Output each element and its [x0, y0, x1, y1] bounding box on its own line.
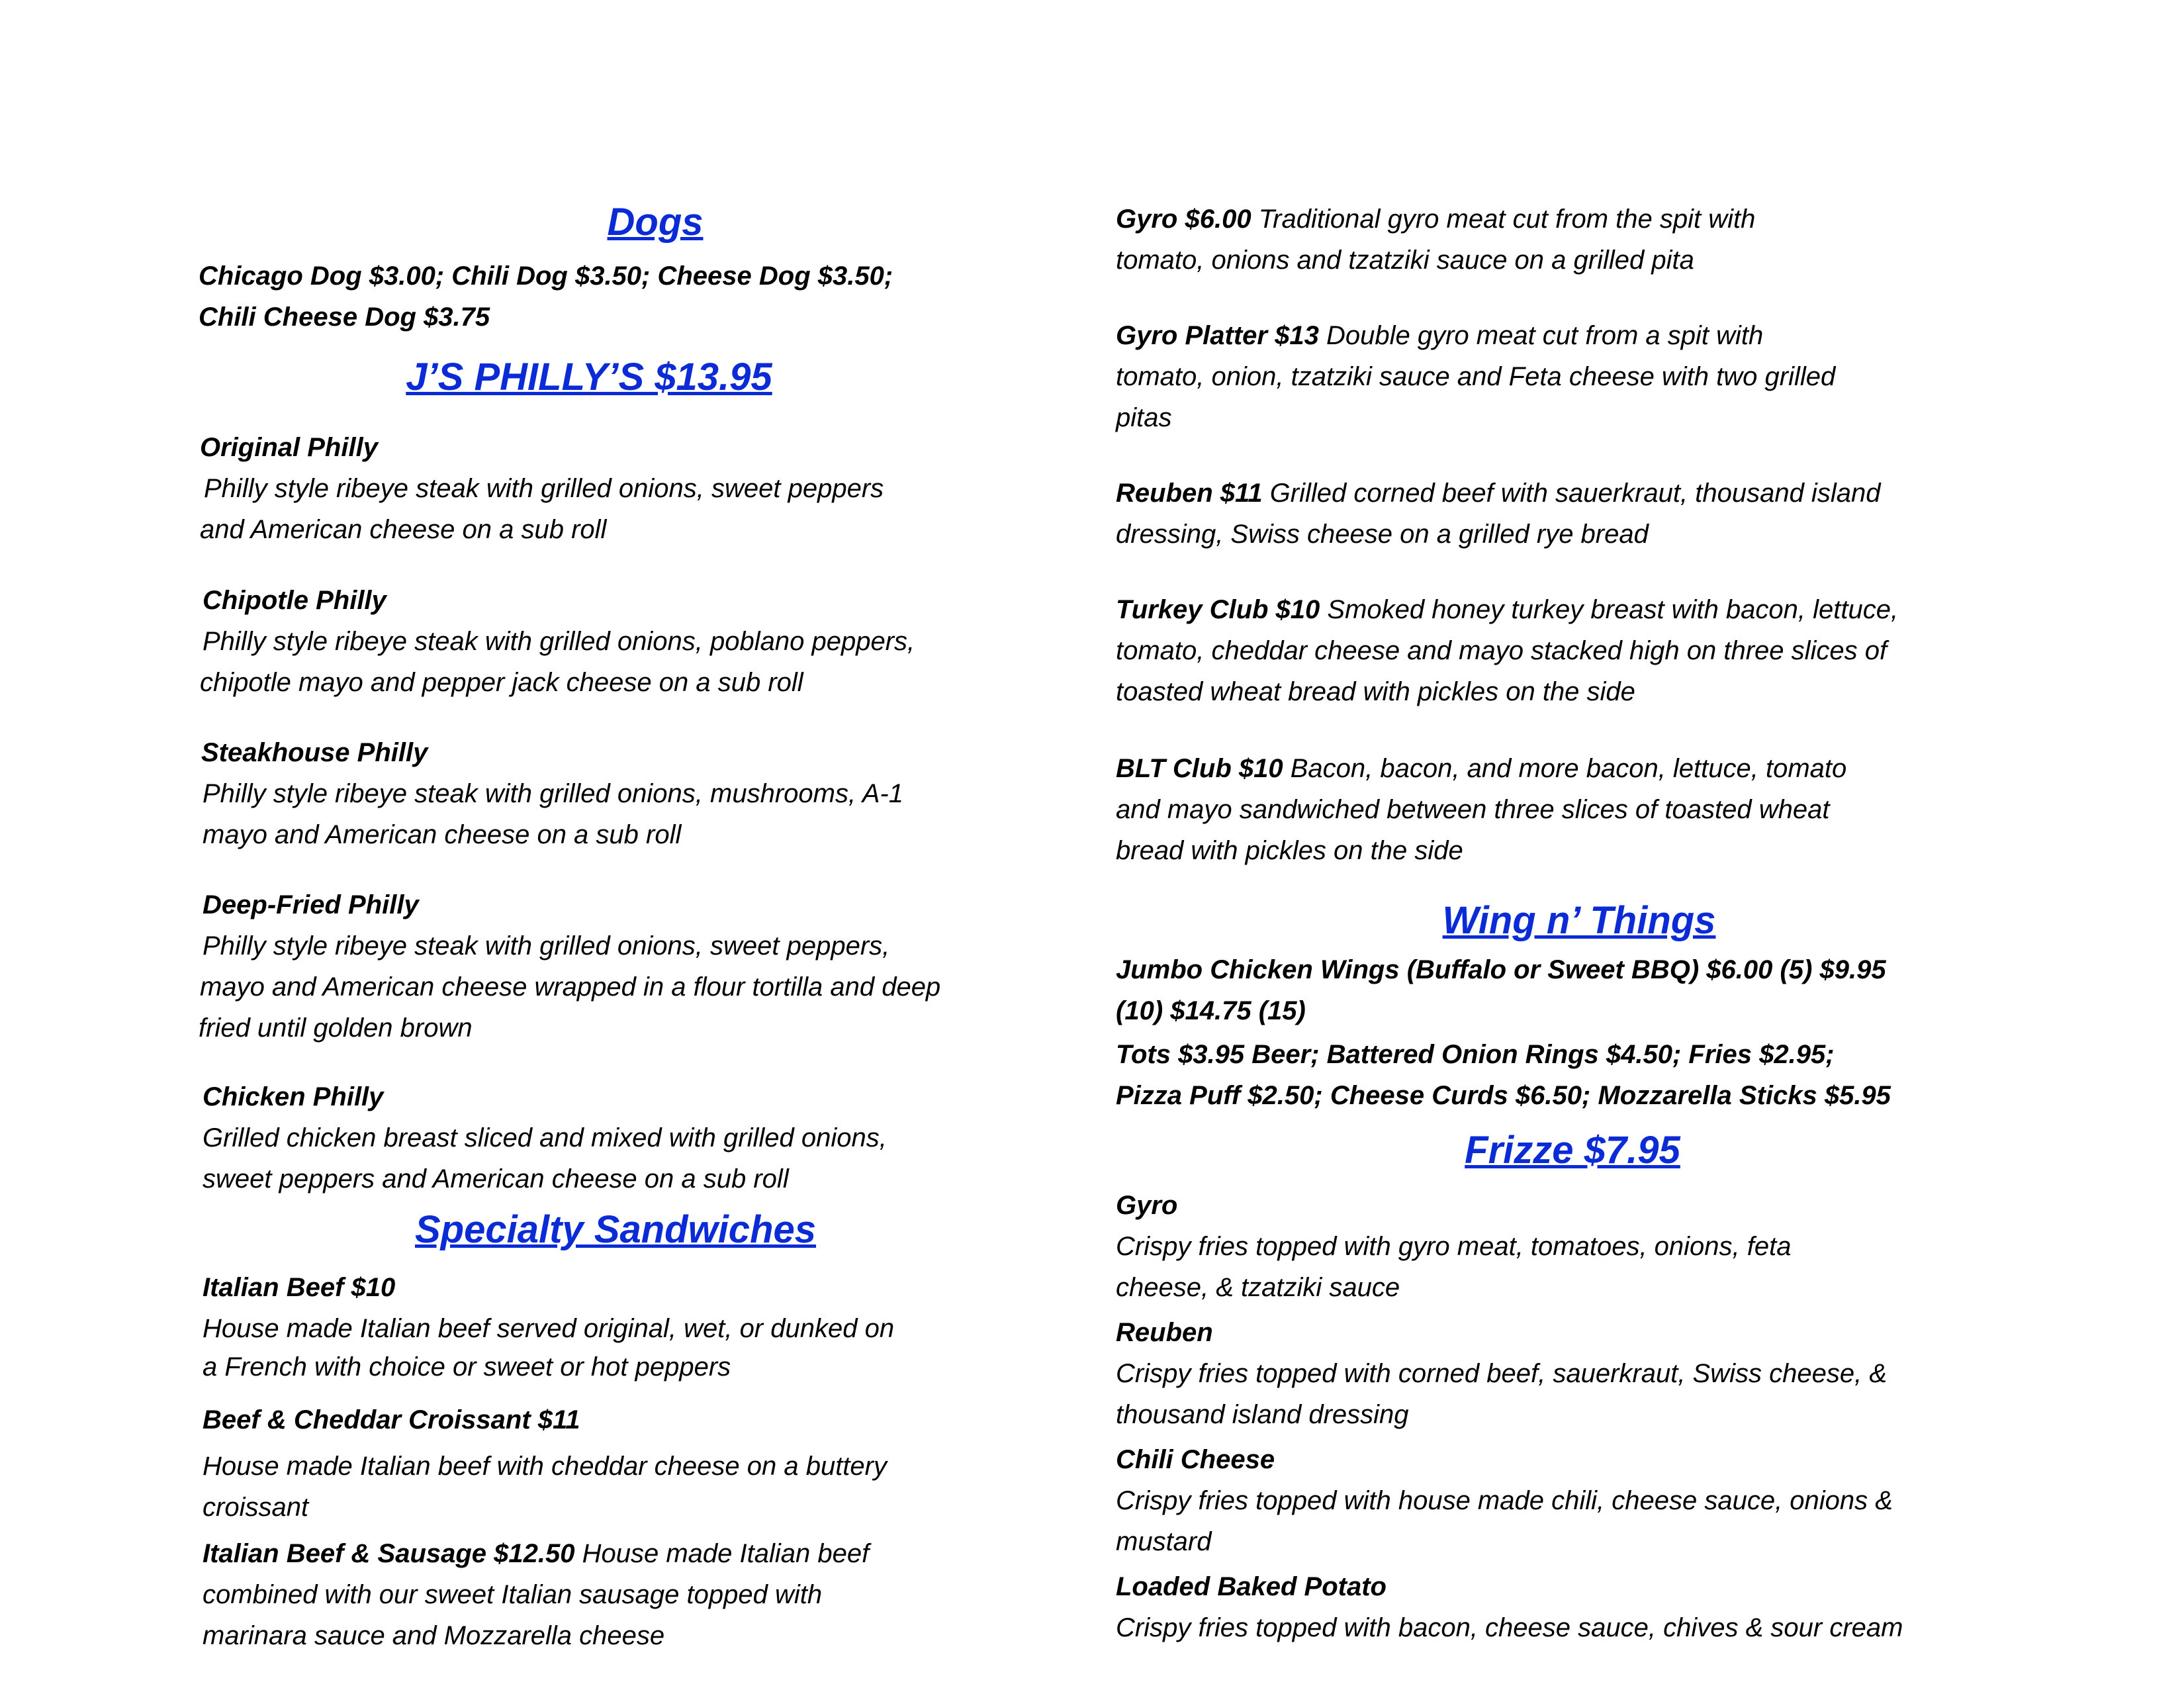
item-description: Grilled chicken breast sliced and mixed with grilled onions,	[203, 1123, 887, 1152]
sandwich-item-gyro	[1116, 199, 2042, 281]
frizze-item-reuben	[1116, 1312, 2042, 1435]
item-name: Reuben	[1116, 1318, 1213, 1347]
philly-item-deep-fried	[199, 884, 1089, 1049]
item-description: thousand island dressing	[1116, 1400, 1409, 1429]
item-description: Crispy fries topped with bacon, cheese sauce, chives & sour cream	[1116, 1613, 1903, 1642]
sandwich-item-blt-club	[1116, 748, 2042, 871]
item-description: Philly style ribeye steak with grilled onions, mushrooms, A-1	[203, 779, 903, 808]
item-name: Loaded Baked Potato	[1116, 1572, 1387, 1601]
item-description: Crispy fries topped with corned beef, sauerkraut, Swiss cheese, &	[1116, 1359, 1887, 1388]
item-description: mayo and American cheese wrapped in a flour tortilla and deep	[200, 972, 941, 1002]
dogs-line-1: Chicago Dog $3.00; Chili Dog $3.50; Cheese Dog $3.50;	[199, 261, 893, 291]
item-name: Chicken Philly	[203, 1082, 384, 1111]
item-name: Beef & Cheddar Croissant $11	[203, 1405, 580, 1434]
item-description: pitas	[1116, 403, 1172, 432]
item-name: Gyro $6.00	[1116, 205, 1251, 234]
phillys-heading: J’S PHILLY’S $13.95	[406, 355, 772, 399]
item-name: Reuben $11	[1116, 479, 1263, 508]
wings-section	[1116, 949, 2042, 1116]
philly-item-original	[200, 427, 1087, 550]
specialty-heading: Specialty Sandwiches	[414, 1208, 817, 1251]
item-description: fried until golden brown	[199, 1013, 473, 1043]
item-first-line	[1116, 473, 2042, 514]
item-description: mayo and American cheese on a sub roll	[203, 820, 682, 849]
dogs-section	[199, 256, 1085, 338]
item-description: Smoked honey turkey breast with bacon, lettuce,	[1327, 595, 1899, 624]
item-description: Crispy fries topped with gyro meat, tomatoes, onions, feta	[1116, 1232, 1792, 1261]
sandwich-item-reuben	[1116, 473, 2042, 555]
item-name: Italian Beef $10	[203, 1273, 396, 1302]
frizze-heading: Frizze $7.95	[1465, 1129, 1680, 1172]
item-description: bread with pickles on the side	[1116, 836, 1463, 865]
item-name: Italian Beef & Sausage $12.50	[203, 1539, 575, 1568]
item-description: Philly style ribeye steak with grilled onions, poblano peppers,	[203, 627, 915, 656]
frizze-item-loaded-baked-potato	[1116, 1566, 2042, 1648]
item-name: Steakhouse Philly	[201, 738, 428, 767]
item-first-line	[203, 1533, 1089, 1574]
frizze-item-chili-cheese	[1116, 1439, 2042, 1562]
item-description: Crispy fries topped with house made chili, cheese sauce, onions &	[1116, 1486, 1893, 1515]
item-description: and mayo sandwiched between three slices of toasted wheat	[1116, 795, 1830, 824]
dogs-heading: Dogs	[607, 201, 704, 244]
item-description: Grilled corned beef with sauerkraut, thousand island	[1269, 479, 1881, 508]
wings-line-1: Jumbo Chicken Wings (Buffalo or Sweet BBQ) $6.00 (5) $9.95	[1116, 955, 1886, 984]
item-first-line	[1116, 748, 2042, 789]
item-name: Original Philly	[200, 433, 378, 462]
wings-line-2: (10) $14.75 (15)	[1116, 996, 1306, 1025]
item-description: House made Italian beef served original, wet, or dunked on	[203, 1314, 895, 1343]
item-name: Gyro	[1116, 1191, 1178, 1220]
item-name: Deep-Fried Philly	[203, 890, 419, 919]
item-description: combined with our sweet Italian sausage topped with	[203, 1580, 823, 1609]
item-description: Philly style ribeye steak with grilled onions, sweet peppers,	[203, 931, 890, 961]
item-name: Turkey Club $10	[1116, 595, 1320, 624]
item-description: croissant	[203, 1493, 309, 1522]
philly-item-chipotle	[200, 580, 1089, 703]
item-name: Chipotle Philly	[203, 586, 387, 615]
item-description: tomato, onions and tzatziki sauce on a grilled pita	[1116, 246, 1694, 275]
item-description: marinara sauce and Mozzarella cheese	[203, 1621, 665, 1650]
item-description: Double gyro meat cut from a spit with	[1326, 321, 1764, 350]
sandwich-item-turkey-club	[1116, 589, 2042, 712]
philly-item-chicken	[203, 1076, 1089, 1199]
item-description: and American cheese on a sub roll	[200, 515, 607, 544]
item-first-line	[1116, 315, 2042, 356]
item-description: chipotle mayo and pepper jack cheese on a sub roll	[200, 668, 803, 697]
item-description: tomato, cheddar cheese and mayo stacked high on three slices of	[1116, 636, 1888, 665]
specialty-item-croissant	[203, 1399, 1089, 1528]
wings-line-4: Pizza Puff $2.50; Cheese Curds $6.50; Mozzarella Sticks $5.95	[1116, 1081, 1891, 1110]
wings-line-3: Tots $3.95 Beer; Battered Onion Rings $4.50; Fries $2.95;	[1116, 1040, 1835, 1069]
item-description: House made Italian beef	[582, 1539, 870, 1568]
item-description: dressing, Swiss cheese on a grilled rye bread	[1116, 520, 1649, 549]
item-description: Traditional gyro meat cut from the spit with	[1258, 205, 1756, 234]
item-name: Chili Cheese	[1116, 1445, 1275, 1474]
item-first-line	[1116, 199, 2042, 240]
frizze-item-gyro	[1116, 1185, 2042, 1308]
item-description: a French with choice or sweet or hot peppers	[203, 1352, 731, 1382]
item-description: mustard	[1116, 1527, 1212, 1556]
item-name: BLT Club $10	[1116, 754, 1283, 783]
specialty-item-beef-sausage	[203, 1533, 1089, 1656]
item-first-line	[1116, 589, 2042, 630]
item-description: cheese, & tzatziki sauce	[1116, 1273, 1400, 1302]
specialty-item-italian-beef	[203, 1267, 1089, 1387]
item-description: toasted wheat bread with pickles on the side	[1116, 677, 1635, 706]
item-description: sweet peppers and American cheese on a sub roll	[203, 1164, 789, 1194]
item-name: Gyro Platter $13	[1116, 321, 1319, 350]
wings-heading: Wing n’ Things	[1442, 899, 1716, 942]
item-description: Bacon, bacon, and more bacon, lettuce, tomato	[1290, 754, 1847, 783]
sandwich-item-gyro-platter	[1116, 315, 2042, 438]
dogs-line-2: Chili Cheese Dog $3.75	[199, 303, 490, 332]
item-description: House made Italian beef with cheddar cheese on a buttery	[203, 1452, 887, 1481]
philly-item-steakhouse	[201, 732, 1088, 855]
item-description: tomato, onion, tzatziki sauce and Feta cheese with two grilled	[1116, 362, 1836, 391]
item-description: Philly style ribeye steak with grilled onions, sweet peppers	[204, 474, 884, 503]
